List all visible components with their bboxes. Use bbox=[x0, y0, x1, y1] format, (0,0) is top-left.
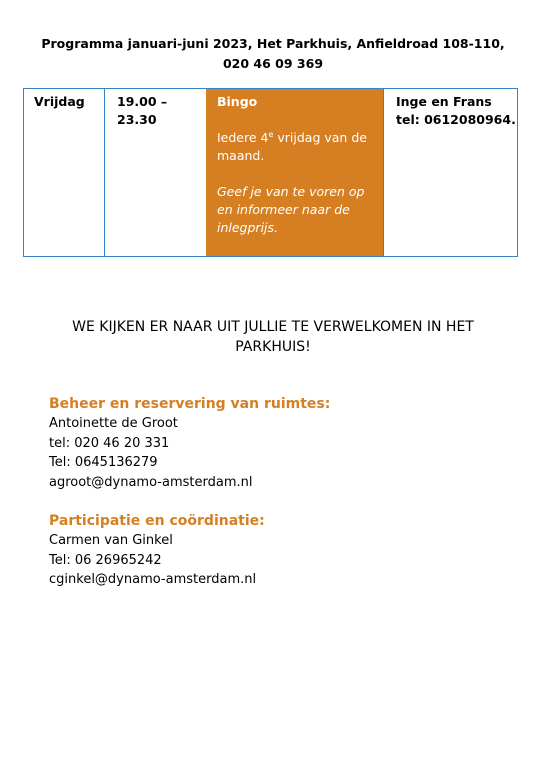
contact-name: Carmen van Ginkel bbox=[49, 533, 173, 548]
schedule-time-cell bbox=[105, 89, 206, 256]
contact-phone: tel: 020 46 20 331 bbox=[49, 435, 170, 451]
header-title: Programma januari-juni 2023, Het Parkhuis, Anfieldroad 108-110, bbox=[41, 36, 505, 51]
welcome-line-1: WE KIJKEN ER NAAR UIT JULLIE TE VERWELKOMEN IN HET bbox=[72, 319, 474, 335]
contact-heading: Beheer en reservering van ruimtes: bbox=[49, 396, 331, 412]
schedule-time: 19.00 – 23.30 bbox=[117, 94, 168, 127]
welcome-line-2: PARKHUIS! bbox=[235, 339, 311, 355]
activity-description bbox=[217, 129, 375, 165]
contact-email: agroot@dynamo-amsterdam.nl bbox=[49, 474, 253, 490]
schedule-contact-phone: tel: 0612080964. bbox=[396, 112, 516, 127]
contact-block-beheer bbox=[49, 394, 509, 492]
contact-email: cginkel@dynamo-amsterdam.nl bbox=[49, 572, 257, 587]
schedule-activity-cell bbox=[206, 89, 383, 256]
schedule-table bbox=[23, 88, 518, 257]
activity-title: Bingo bbox=[217, 94, 258, 109]
activity-desc-start: Iedere 4 bbox=[217, 130, 269, 145]
page-header bbox=[0, 34, 546, 74]
schedule-day-cell bbox=[24, 89, 105, 256]
contact-name: Antoinette de Groot bbox=[49, 416, 178, 431]
schedule-contact-cell bbox=[383, 89, 517, 256]
activity-desc-end: vrijdag van de maand. bbox=[217, 130, 367, 163]
header-phone: 020 46 09 369 bbox=[222, 56, 324, 71]
contact-block-participatie bbox=[49, 511, 509, 590]
activity-desc-ordinal: e bbox=[268, 129, 274, 139]
schedule-contact-names: Inge en Frans bbox=[396, 94, 492, 109]
schedule-day: Vrijdag bbox=[34, 94, 85, 109]
contact-heading: Participatie en coördinatie: bbox=[49, 513, 265, 529]
contact-section bbox=[49, 394, 509, 609]
activity-note: Geef je van te voren op en informeer naar de inlegprijs. bbox=[217, 184, 365, 235]
welcome-message bbox=[0, 317, 546, 357]
contact-phone: Tel: 06 26965242 bbox=[49, 552, 162, 568]
contact-mobile: Tel: 0645136279 bbox=[49, 455, 158, 470]
